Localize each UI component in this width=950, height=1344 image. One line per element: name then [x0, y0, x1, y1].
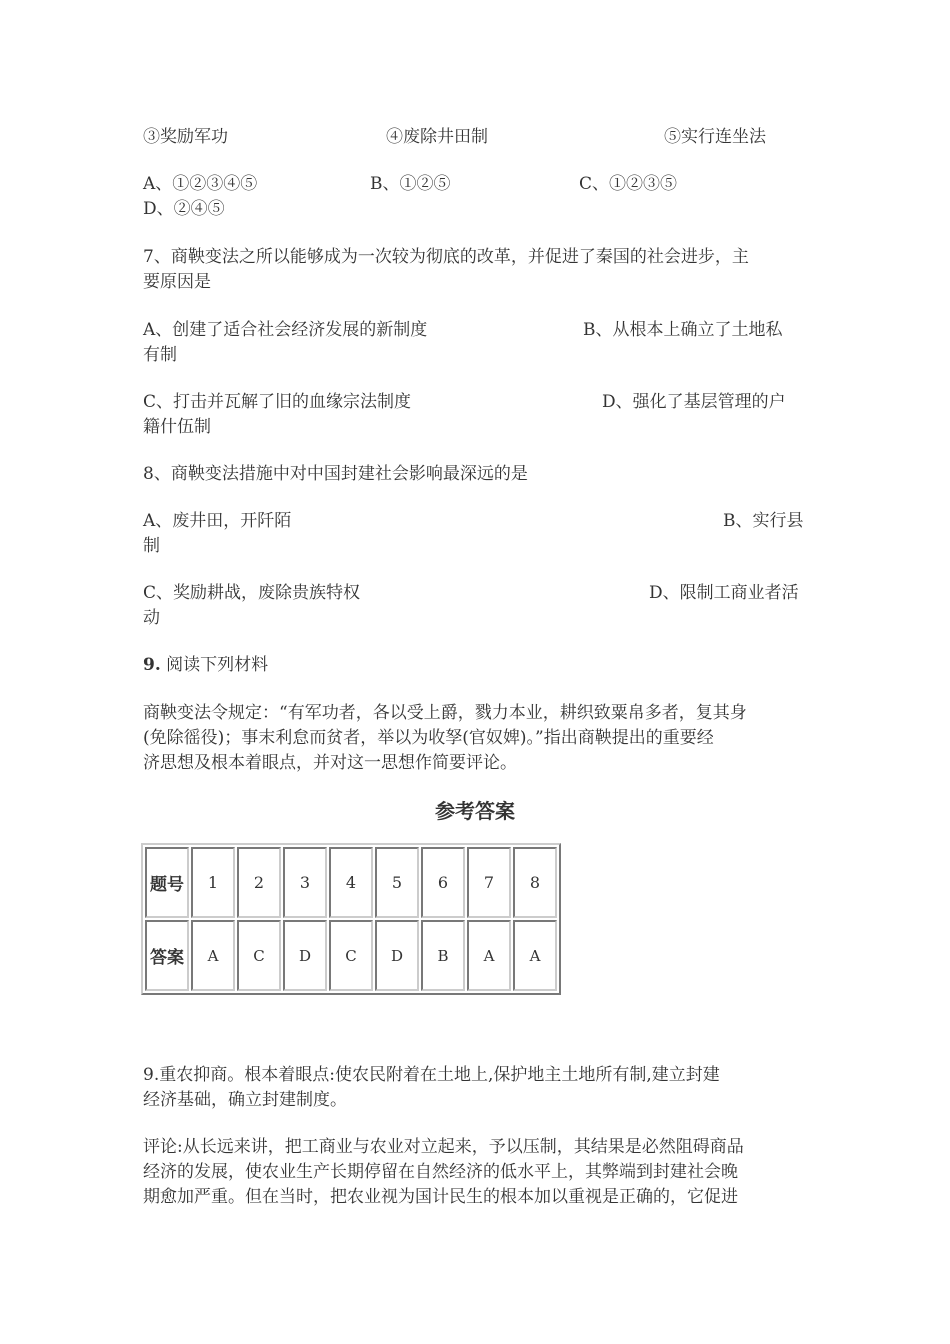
q9-comment-line-3: 期愈加严重。但在当时，把农业视为国计民生的根本加以重视是正确的，它促进: [143, 1187, 738, 1207]
q7-option-c: C、打击并瓦解了旧的血缘宗法制度: [143, 392, 412, 412]
question-number-cell: 8: [513, 847, 557, 918]
answer-table-row-keys: [145, 920, 557, 991]
answer-table: [141, 843, 561, 995]
q7-option-d: D、强化了基层管理的户: [602, 392, 786, 412]
answer-table-row-numbers: [145, 847, 557, 918]
answer-key-cell: C: [329, 920, 373, 991]
q8-option-c: C、奖励耕战，废除贵族特权: [143, 583, 361, 603]
question-number-cell: 2: [237, 847, 281, 918]
question-number-cell: 1: [191, 847, 235, 918]
answer-key-cell: C: [237, 920, 281, 991]
q8-option-a: A、废井田，开阡陌: [143, 511, 292, 531]
q9-comment-line-1: 评论:从长远来讲，把工商业与农业对立起来，予以压制，其结果是必然阻碍商品: [143, 1137, 744, 1157]
q6-item-5: ⑤实行连坐法: [664, 127, 766, 147]
q8-option-b-wrap: 制: [143, 536, 160, 556]
q8-option-d-wrap: 动: [143, 608, 160, 628]
answer-key-cell: A: [191, 920, 235, 991]
q6-choice-a: A、①②③④⑤: [143, 174, 258, 194]
q9-stem: 阅读下列材料: [166, 655, 269, 675]
q9-comment-line-2: 经济的发展，使农业生产长期停留在自然经济的低水平上，其弊端到封建社会晚: [143, 1162, 738, 1182]
answer-key-cell: B: [421, 920, 465, 991]
q6-choice-b: B、①②⑤: [370, 174, 451, 194]
answer-key-cell: A: [513, 920, 557, 991]
q9-answer-line-1: 9.重农抑商。根本着眼点:使农民附着在土地上,保护地主土地所有制,建立封建: [143, 1065, 720, 1085]
question-number-cell: 7: [467, 847, 511, 918]
q9-number: 9.: [143, 655, 161, 675]
q9-answer-line-2: 经济基础，确立封建制度。: [143, 1090, 347, 1110]
q6-choice-c: C、①②③⑤: [579, 174, 678, 194]
q9-material-line-2: (免除徭役)；事末利怠而贫者，举以为收孥(官奴婢)。”指出商鞅提出的重要经: [143, 728, 714, 748]
answer-key-cell: D: [283, 920, 327, 991]
q7-option-d-wrap: 籍什伍制: [143, 417, 211, 437]
question-number-cell: 6: [421, 847, 465, 918]
question-number-cell: 4: [329, 847, 373, 918]
q7-stem-line-2: 要原因是: [143, 272, 211, 292]
q9-heading: [143, 653, 268, 677]
q6-item-4: ④废除井田制: [386, 127, 488, 147]
answer-key-cell: A: [467, 920, 511, 991]
question-number-cell: 5: [375, 847, 419, 918]
q7-option-b-wrap: 有制: [143, 345, 177, 365]
q6-choice-d: D、②④⑤: [143, 199, 225, 219]
answers-title: 参考答案: [435, 799, 515, 823]
answer-key-cell: D: [375, 920, 419, 991]
q9-material-line-3: 济思想及根本着眼点，并对这一思想作简要评论。: [143, 753, 517, 773]
q8-stem: 8、商鞅变法措施中对中国封建社会影响最深远的是: [143, 464, 528, 484]
q7-option-a: A、创建了适合社会经济发展的新制度: [143, 320, 428, 340]
q9-material-line-1: 商鞅变法令规定：“有军功者，各以受上爵，戮力本业，耕织致粟帛多者，复其身: [143, 703, 747, 723]
question-number-cell: 3: [283, 847, 327, 918]
q8-option-d: D、限制工商业者活: [649, 583, 799, 603]
q8-option-b: B、实行县: [723, 511, 804, 531]
q6-item-3: ③奖励军功: [143, 127, 228, 147]
q7-option-b: B、从根本上确立了土地私: [583, 320, 783, 340]
row-label-answer: 答案: [145, 920, 189, 991]
q7-stem-line-1: 7、商鞅变法之所以能够成为一次较为彻底的改革，并促进了秦国的社会进步，主: [143, 247, 749, 267]
row-label-number: 题号: [145, 847, 189, 918]
